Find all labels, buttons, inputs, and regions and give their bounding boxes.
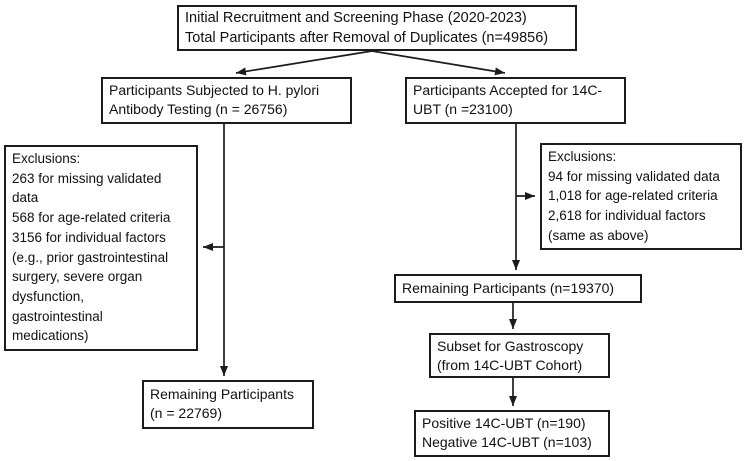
- node-text-line: UBT (n =23100): [413, 101, 513, 118]
- node-text-line: Remaining Participants (n=19370): [402, 280, 615, 296]
- node-initial-recruitment: [177, 5, 577, 51]
- node-text-line: 94 for missing validated data: [548, 168, 720, 184]
- node-text-line: Remaining Participants: [150, 386, 294, 402]
- node-text-line: Antibody Testing (n = 26756): [109, 101, 288, 118]
- node-text-line: dysfunction,: [12, 288, 85, 304]
- node-text-line: (same as above): [548, 227, 649, 243]
- node-antibody-testing: [101, 77, 352, 124]
- node-text-line: 1,018 for age-related criteria: [548, 188, 718, 204]
- node-text-line: Initial Recruitment and Screening Phase (2020-2023): [185, 10, 527, 26]
- node-text-line: Negative 14C-UBT (n=103): [422, 434, 592, 451]
- node-text-line: gastrointestinal: [12, 308, 103, 324]
- node-ubt-results: [414, 410, 610, 457]
- arrow-initial-to-antibody: [236, 51, 372, 73]
- node-text-line: medications): [12, 328, 89, 344]
- node-exclusions-ubt: [540, 143, 742, 250]
- node-text-line: (n = 22769): [150, 405, 222, 422]
- arrow-initial-to-ubt: [372, 51, 505, 73]
- node-exclusions-antibody: [4, 145, 198, 351]
- node-remaining-antibody: [142, 380, 314, 429]
- node-text-line: Participants Subjected to H. pylori: [109, 82, 320, 98]
- node-text-line: surgery, severe organ: [12, 269, 143, 285]
- node-text-line: 3156 for individual factors: [12, 229, 166, 245]
- node-text-line: 2,618 for individual factors: [548, 208, 706, 224]
- node-text-line: Total Participants after Removal of Duplicates (n=49856): [185, 30, 549, 46]
- node-text-line: 568 for age-related criteria: [12, 210, 171, 226]
- node-text-line: (from 14C-UBT Cohort): [437, 357, 583, 374]
- node-text-line: Exclusions:: [12, 151, 81, 166]
- node-text-line: data: [12, 190, 39, 206]
- node-text-line: 263 for missing validated: [12, 170, 162, 186]
- node-text-line: Subset for Gastroscopy: [437, 338, 584, 354]
- node-text-line: Positive 14C-UBT (n=190): [422, 415, 586, 431]
- node-gastroscopy-subset: [429, 333, 610, 378]
- node-remaining-ubt: [394, 274, 642, 303]
- node-text-line: Participants Accepted for 14C-: [413, 82, 603, 98]
- node-text-line: (e.g., prior gastrointestinal: [12, 249, 169, 265]
- node-text-line: Exclusions:: [548, 149, 617, 164]
- node-ubt-accepted: [405, 77, 626, 124]
